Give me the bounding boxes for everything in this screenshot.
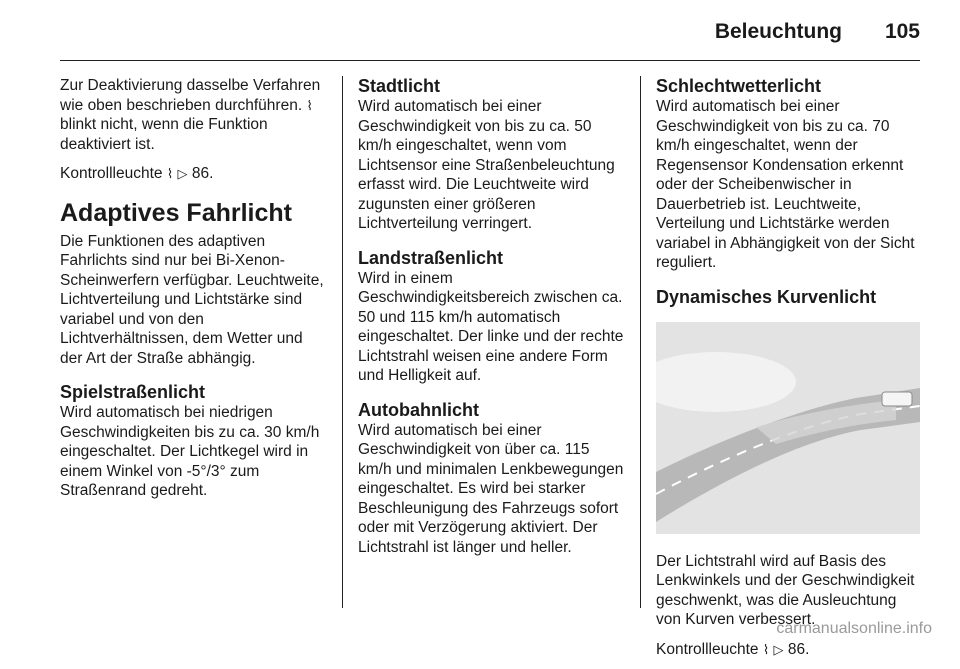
paragraph-adaptive: Die Funktionen des adaptiven Fahrlichts sind nur bei Bi-Xenon-Scheinwerfern verfügbar. Leuchtweite, Lichtverteilung und Lichtstärke sind variabel und von den Lichtverhältnissen, dem Wetter und der Art der Straße abhängig.: [60, 232, 324, 367]
column-divider: [342, 76, 343, 608]
curve-light-illustration: [656, 322, 920, 534]
watermark: carmanualsonline.info: [776, 620, 932, 637]
heading-autobahnlicht: Autobahnlicht: [358, 399, 479, 420]
paragraph-kontrollleuchte-2: Kontrollleuchte ⌇ ▷ 86.: [656, 640, 810, 658]
heading-stadtlicht: Stadtlicht: [358, 76, 441, 96]
page-number: 105: [884, 20, 920, 43]
page-title: Beleuchtung: [714, 20, 842, 43]
reference-arrow-icon: ▷: [773, 641, 784, 657]
heading-kurvenlicht: Dynamisches Kurvenlicht: [656, 286, 877, 307]
paragraph-autobahnlicht: Wird automatisch bei einer Geschwindigkeit von über ca. 115 km/h und minimalen Lenkbewegungen eingeschaltet. Es wird bei starker Beschleunigung des Fahrzeugs sofort oder mit Verzögerung aktiviert. Der Lichtstrahl ist länger und heller.: [358, 421, 624, 556]
paragraph-deactivation: Zur Deaktivierung dasselbe Verfahren wie oben beschrieben durchführen. ⌇ blinkt nicht, wenn die Funktion deaktiviert ist.: [60, 77, 321, 153]
light-symbol-icon: ⌇: [166, 166, 174, 181]
paragraph-landstrassenlicht: Wird in einem Geschwindigkeitsbereich zwischen ca. 50 und 115 km/h automatisch eingeschaltet. Der linke und der rechte Lichtstrahl weisen eine andere Form und Helligkeit auf.: [358, 269, 624, 384]
heading-spielstrassenlicht: Spielstraßenlicht: [60, 382, 206, 402]
column-3: [656, 76, 922, 669]
column-divider: [640, 76, 641, 608]
paragraph-stadtlicht: Wird automatisch bei einer Geschwindigkeit von bis zu ca. 50 km/h eingeschaltet, wenn vom Lichtsensor eine Straßenbeleuchtung erfasst wird. Die Leuchtweite wird zugunsten einer größeren Lichtverteilung verringert.: [358, 98, 615, 232]
heading-landstrassenlicht: Landstraßenlicht: [358, 247, 504, 268]
page-reference-link[interactable]: 86.: [187, 165, 214, 182]
light-symbol-icon: ⌇: [306, 97, 313, 113]
curve-light-drawing: [656, 322, 920, 534]
paragraph-spielstrassenlicht: Wird automatisch bei niedrigen Geschwindigkeiten bis zu ca. 30 km/h eingeschaltet. Der Lichtkegel wird in einem Winkel von -5°/3° zum Straßenrand gedreht.: [60, 404, 320, 499]
column-2: [358, 76, 624, 567]
paragraph-kontrollleuchte: Kontrollleuchte ⌇ ▷ 86.: [60, 165, 214, 182]
heading-schlechtwetterlicht: Schlechtwetterlicht: [656, 76, 822, 96]
heading-adaptives-fahrlicht: Adaptives Fahrlicht: [60, 198, 292, 227]
paragraph-kurvenlicht: Der Lichtstrahl wird auf Basis des Lenkwinkels und der Geschwindigkeit geschwenkt, was die Ausleuchtung von Kurven verbessert.: [656, 552, 915, 628]
column-1: [60, 76, 326, 511]
page-header: [0, 0, 960, 60]
page-reference-link[interactable]: 86.: [783, 640, 810, 658]
header-rule: [60, 60, 920, 61]
paragraph-schlechtwetterlicht: Wird automatisch bei einer Geschwindigkeit von bis zu ca. 70 km/h eingeschaltet, wenn der Regensensor Kondensation erkennt oder der Scheibenwischer in Dauerbetrieb ist. Leuchtweite, Verteilung und Lichtstärke werden variabel in Abhängigkeit von der Sicht reguliert.: [656, 98, 915, 271]
light-symbol-icon: ⌇: [762, 641, 770, 657]
car-icon: [882, 392, 912, 406]
reference-arrow-icon: ▷: [177, 166, 188, 181]
